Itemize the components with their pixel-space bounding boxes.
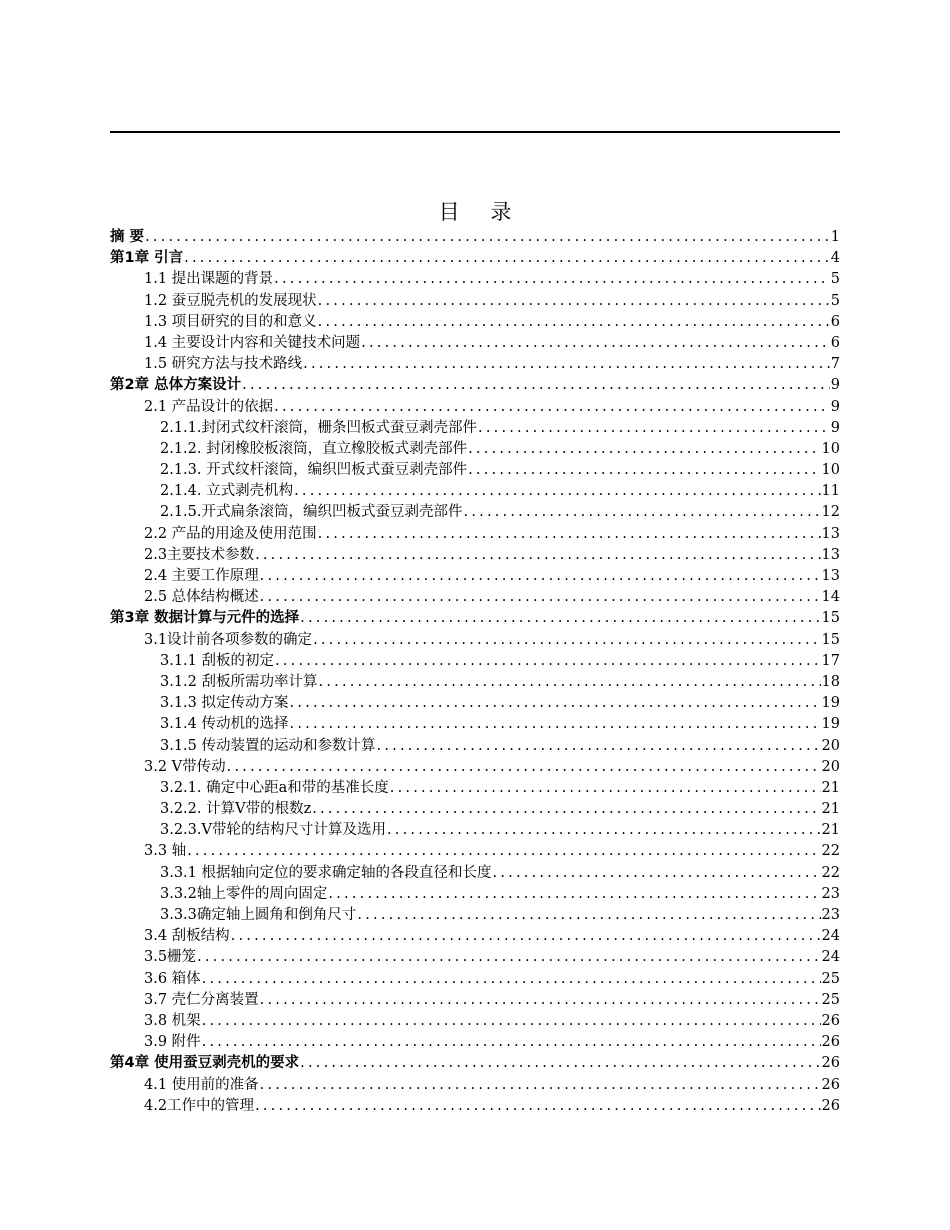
toc-leader-dots: [231, 928, 821, 944]
toc-leader-dots: [318, 293, 830, 309]
toc-entry-page: 25: [821, 991, 840, 1008]
toc-entry-page: 26: [821, 1097, 840, 1114]
toc-entry[interactable]: [110, 1009, 840, 1030]
toc-entry-label: 2.2 产品的用途及使用范围: [144, 525, 317, 542]
toc-leader-dots: [493, 865, 821, 881]
toc-leader-dots: [145, 229, 830, 245]
toc-entry-label: 2.1.2. 封闭橡胶板滚筒，直立橡胶板式剥壳部件: [160, 440, 468, 457]
toc-leader-dots: [290, 695, 821, 711]
toc-entry-page: 25: [821, 970, 840, 987]
toc-entry-page: 26: [821, 1076, 840, 1093]
toc-entry-page: 20: [821, 737, 840, 754]
toc-leader-dots: [468, 441, 820, 457]
toc-entry[interactable]: [110, 310, 840, 331]
toc-entry-page: 5: [830, 292, 840, 309]
toc-leader-dots: [255, 547, 820, 563]
toc-title: 目 录: [438, 200, 524, 224]
toc-leader-dots: [260, 1077, 821, 1093]
toc-entry[interactable]: [110, 267, 840, 288]
toc-entry-label: 3.8 机架: [144, 1012, 201, 1029]
toc-entry[interactable]: [110, 712, 840, 733]
toc-entry-page: 21: [821, 779, 840, 796]
toc-leader-dots: [255, 1098, 820, 1114]
toc-entry[interactable]: [110, 797, 840, 818]
toc-entry-label: 3.3.3确定轴上圆角和倒角尺寸: [160, 907, 357, 923]
toc-entry-label: 第1章 引言: [110, 250, 184, 267]
toc-leader-dots: [184, 250, 830, 266]
toc-entry[interactable]: [110, 776, 840, 797]
toc-entry-label: 3.3 轴: [144, 843, 187, 860]
toc-leader-dots: [319, 674, 821, 690]
toc-leader-dots: [313, 632, 820, 648]
toc-entry-page: 10: [821, 440, 840, 457]
toc-entry[interactable]: [110, 839, 840, 860]
toc-leader-dots: [260, 568, 821, 584]
toc-entry-label: 摘 要: [110, 229, 145, 245]
toc-entry-page: 23: [821, 907, 840, 923]
toc-entry-page: 13: [821, 546, 840, 563]
toc-entry-page: 14: [821, 589, 840, 606]
toc-entry-page: 9: [830, 398, 840, 415]
toc-entry-label: 3.7 壳仁分离装置: [144, 991, 259, 1008]
toc-leader-dots: [274, 271, 830, 287]
toc-entry-label: 3.3.2轴上零件的周向固定: [160, 885, 328, 902]
toc-entry-page: 13: [821, 525, 840, 542]
toc-leader-dots: [478, 420, 830, 436]
toc-leader-dots: [390, 780, 821, 796]
toc-entry[interactable]: [110, 289, 840, 310]
toc-entry-page: 6: [830, 334, 840, 351]
toc-entry-label: 2.1.3. 开式纹杆滚筒，编织凹板式蚕豆剥壳部件: [160, 462, 468, 479]
toc-entry-label: 3.1设计前各项参数的确定: [144, 631, 313, 648]
toc-entry-page: 21: [821, 801, 840, 818]
toc-leader-dots: [303, 356, 830, 372]
toc-entry-page: 22: [821, 864, 840, 881]
toc-entry-label: 3.4 刮板结构: [144, 928, 230, 945]
toc-entry-label: 3.3.1 根据轴向定位的要求确定轴的各段直径和长度: [160, 864, 492, 881]
toc-entry-page: 20: [821, 758, 840, 775]
toc-entry[interactable]: [110, 522, 840, 543]
toc-entry[interactable]: [110, 1030, 840, 1051]
toc-entry[interactable]: [110, 331, 840, 352]
toc-entry-label: 1.4 主要设计内容和关键技术问题: [144, 334, 361, 351]
toc-entry-page: 24: [821, 928, 840, 945]
toc-entry-page: 18: [821, 673, 840, 690]
toc-entry[interactable]: [110, 649, 840, 670]
toc-entry-label: 2.1.1.封闭式纹杆滚筒，栅条凹板式蚕豆剥壳部件: [160, 419, 478, 436]
toc-entry-label: 3.1.2 刮板所需功率计算: [160, 673, 318, 690]
toc-entry-page: 26: [821, 1055, 840, 1072]
toc-leader-dots: [318, 526, 821, 542]
toc-entry-page: 4: [830, 250, 840, 267]
toc-entry-label: 2.1.5.开式扁条滚筒，编织凹板式蚕豆剥壳部件: [160, 504, 463, 521]
toc-entry-label: 2.1 产品设计的依据: [144, 398, 274, 415]
toc-entry-page: 21: [821, 822, 840, 839]
toc-entry-page: 12: [821, 504, 840, 521]
toc-leader-dots: [300, 610, 820, 626]
toc-leader-dots: [227, 759, 821, 775]
toc-entry-page: 19: [821, 695, 840, 712]
toc-entry[interactable]: [110, 670, 840, 691]
toc-entry-page: 6: [830, 313, 840, 330]
toc-entry[interactable]: [110, 1094, 840, 1115]
toc-entry[interactable]: [110, 988, 840, 1009]
toc-leader-dots: [290, 716, 821, 732]
toc-entry[interactable]: [110, 352, 840, 373]
toc-entry[interactable]: [110, 924, 840, 945]
toc-entry-page: 5: [830, 271, 840, 288]
toc-entry[interactable]: [110, 395, 840, 416]
toc-entry[interactable]: [110, 945, 840, 966]
toc-leader-dots: [468, 462, 820, 478]
toc-entry-page: 26: [821, 1034, 840, 1051]
toc-entry[interactable]: [110, 416, 840, 437]
toc-entry-label: 3.1.1 刮板的初定: [160, 652, 275, 669]
toc-entry[interactable]: [110, 225, 840, 246]
toc-entry-label: 2.1.4. 立式剥壳机构: [160, 483, 294, 500]
toc-entry-label: 3.1.5 传动装置的运动和参数计算: [160, 737, 376, 754]
toc-entry[interactable]: [110, 500, 840, 521]
toc-entry-label: 2.3主要技术参数: [144, 546, 255, 563]
toc-entry[interactable]: [110, 564, 840, 585]
toc-entry-label: 3.2 V带传动: [144, 758, 226, 775]
toc-entry[interactable]: [110, 1051, 840, 1072]
toc-leader-dots: [202, 971, 821, 987]
toc-leader-dots: [202, 1013, 821, 1029]
toc-entry-label: 3.1.4 传动机的选择: [160, 716, 289, 733]
toc-leader-dots: [242, 377, 830, 393]
toc-leader-dots: [300, 1055, 820, 1071]
toc-entry[interactable]: [110, 628, 840, 649]
toc-leader-dots: [260, 992, 821, 1008]
toc-leader-dots: [187, 843, 820, 859]
toc-entry[interactable]: [110, 861, 840, 882]
toc-leader-dots: [318, 314, 830, 330]
toc-entry-page: 7: [830, 356, 840, 373]
toc-entry-label: 第2章 总体方案设计: [110, 377, 242, 394]
toc-entry-page: 1: [830, 229, 840, 245]
toc-entry[interactable]: [110, 903, 840, 924]
toc-leader-dots: [377, 738, 821, 754]
toc-leader-dots: [312, 801, 820, 817]
toc-entry-label: 3.6 箱体: [144, 970, 201, 987]
toc-entry-page: 9: [830, 419, 840, 436]
toc-entry-page: 22: [821, 843, 840, 860]
toc-entry[interactable]: [110, 755, 840, 776]
toc-entry-label: 3.5栅笼: [144, 949, 197, 966]
toc-leader-dots: [357, 907, 820, 923]
toc-entry[interactable]: [110, 458, 840, 479]
toc-entry-label: 4.2工作中的管理: [144, 1097, 255, 1114]
toc-entry-page: 24: [821, 949, 840, 966]
header-rule: [110, 131, 840, 133]
toc-leader-dots: [387, 822, 821, 838]
toc-entry-page: 13: [821, 568, 840, 584]
toc-entry[interactable]: [110, 479, 840, 500]
toc-entry-label: 2.5 总体结构概述: [144, 589, 259, 606]
toc-entry-label: 2.4 主要工作原理: [144, 568, 259, 584]
toc-entry-label: 第3章 数据计算与元件的选择: [110, 610, 300, 627]
toc-entry-page: 15: [821, 631, 840, 648]
toc-entry[interactable]: [110, 691, 840, 712]
toc-entry[interactable]: [110, 818, 840, 839]
toc-leader-dots: [197, 949, 820, 965]
toc-entry[interactable]: [110, 437, 840, 458]
toc-entry-label: 3.2.2. 计算V带的根数z: [160, 801, 312, 818]
toc-entry-label: 3.2.1. 确定中心距a和带的基准长度: [160, 779, 389, 796]
toc-entry-page: 19: [821, 716, 840, 733]
toc-leader-dots: [275, 653, 821, 669]
toc-entry-label: 1.1 提出课题的背景: [144, 271, 274, 288]
toc-entry[interactable]: [110, 543, 840, 564]
toc-entry-label: 1.5 研究方法与技术路线: [144, 356, 303, 373]
toc-entry[interactable]: [110, 606, 840, 627]
toc-entry[interactable]: [110, 246, 840, 267]
toc-entry-label: 3.1.3 拟定传动方案: [160, 695, 289, 712]
toc-leader-dots: [274, 399, 830, 415]
toc-entry-label: 1.3 项目研究的目的和意义: [144, 313, 317, 330]
toc-leader-dots: [294, 483, 820, 499]
toc-entry-page: 23: [821, 885, 840, 902]
toc-entry-page: 15: [821, 610, 840, 627]
toc-leader-dots: [464, 504, 821, 520]
toc-entry[interactable]: [110, 1073, 840, 1094]
toc-leader-dots: [328, 886, 820, 902]
toc-entry[interactable]: [110, 882, 840, 903]
table-of-contents: [110, 225, 840, 1115]
toc-entry-label: 3.9 附件: [144, 1034, 201, 1051]
toc-leader-dots: [361, 335, 830, 351]
toc-entry-page: 17: [821, 652, 840, 669]
toc-entry-label: 第4章 使用蚕豆剥壳机的要求: [110, 1055, 300, 1072]
toc-entry-page: 10: [821, 462, 840, 479]
toc-entry[interactable]: [110, 734, 840, 755]
toc-entry[interactable]: [110, 967, 840, 988]
toc-entry-label: 1.2 蚕豆脱壳机的发展现状: [144, 292, 317, 309]
toc-entry-label: 3.2.3.V带轮的结构尺寸计算及选用: [160, 822, 386, 839]
toc-entry-page: 9: [830, 377, 840, 394]
toc-entry-label: 4.1 使用前的准备: [144, 1076, 259, 1093]
toc-entry-page: 11: [821, 483, 840, 500]
toc-leader-dots: [202, 1034, 821, 1050]
toc-entry[interactable]: [110, 585, 840, 606]
toc-entry-page: 26: [821, 1012, 840, 1029]
toc-leader-dots: [260, 589, 821, 605]
toc-entry[interactable]: [110, 373, 840, 394]
